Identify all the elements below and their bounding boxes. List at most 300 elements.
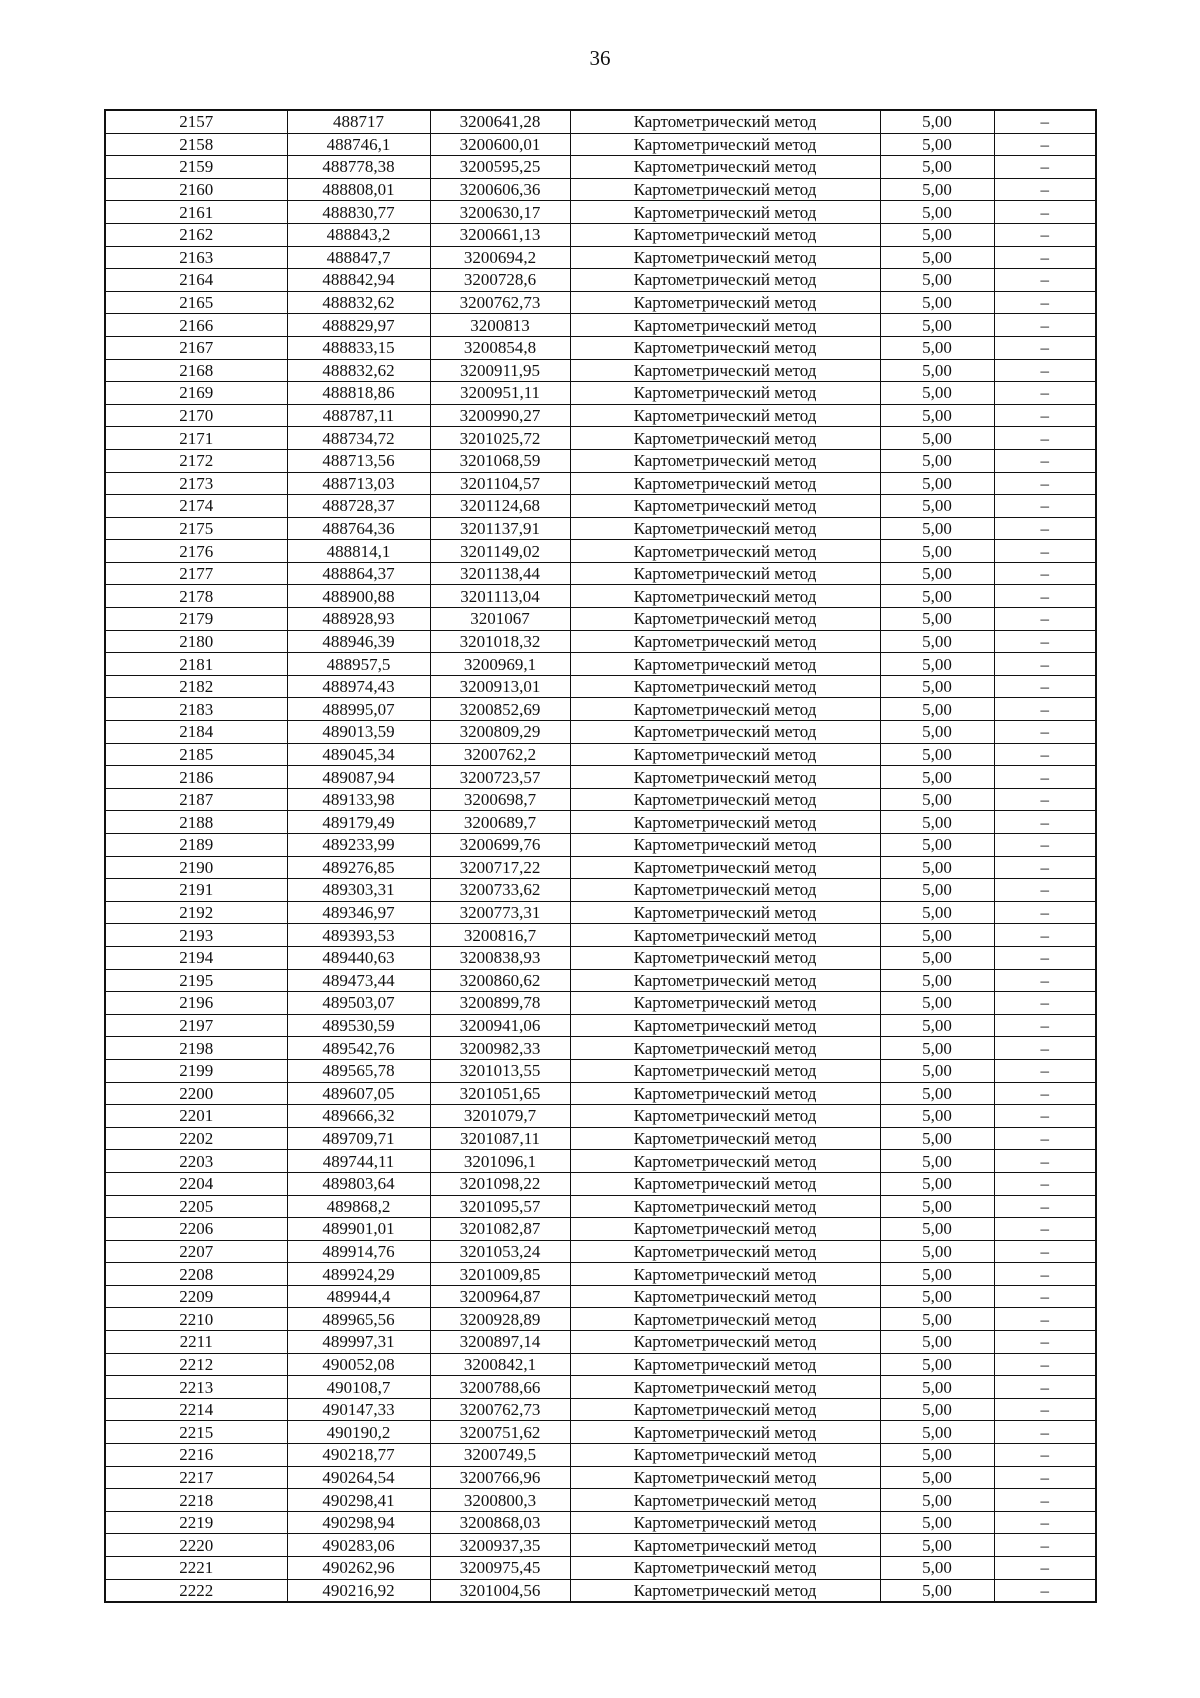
method-cell: Картометрический метод [570, 495, 880, 518]
table-row [105, 1534, 1096, 1557]
x-coordinate-cell: 488728,37 [287, 495, 430, 518]
method-cell: Картометрический метод [570, 1421, 880, 1444]
y-coordinate-cell: 3200749,5 [430, 1444, 570, 1467]
y-coordinate-cell: 3200816,7 [430, 924, 570, 947]
table-row [105, 449, 1096, 472]
table-row [105, 901, 1096, 924]
point-number-cell: 2201 [105, 1105, 287, 1128]
note-cell: – [994, 1195, 1096, 1218]
method-cell: Картометрический метод [570, 1059, 880, 1082]
accuracy-cell: 5,00 [880, 788, 994, 811]
point-number-cell: 2218 [105, 1489, 287, 1512]
accuracy-cell: 5,00 [880, 336, 994, 359]
y-coordinate-cell: 3200911,95 [430, 359, 570, 382]
method-cell: Картометрический метод [570, 901, 880, 924]
x-coordinate-cell: 488787,11 [287, 404, 430, 427]
point-number-cell: 2199 [105, 1059, 287, 1082]
y-coordinate-cell: 3200800,3 [430, 1489, 570, 1512]
point-number-cell: 2175 [105, 517, 287, 540]
method-cell: Картометрический метод [570, 1534, 880, 1557]
method-cell: Картометрический метод [570, 1376, 880, 1399]
x-coordinate-cell: 488843,2 [287, 223, 430, 246]
accuracy-cell: 5,00 [880, 1240, 994, 1263]
method-cell: Картометрический метод [570, 675, 880, 698]
note-cell: – [994, 1037, 1096, 1060]
accuracy-cell: 5,00 [880, 856, 994, 879]
table-row [105, 969, 1096, 992]
x-coordinate-cell: 490108,7 [287, 1376, 430, 1399]
note-cell: – [994, 1308, 1096, 1331]
accuracy-cell: 5,00 [880, 946, 994, 969]
y-coordinate-cell: 3201087,11 [430, 1127, 570, 1150]
accuracy-cell: 5,00 [880, 517, 994, 540]
note-cell: – [994, 811, 1096, 834]
point-number-cell: 2203 [105, 1150, 287, 1173]
note-cell: – [994, 359, 1096, 382]
note-cell: – [994, 201, 1096, 224]
note-cell: – [994, 630, 1096, 653]
method-cell: Картометрический метод [570, 562, 880, 585]
table-row [105, 1218, 1096, 1241]
point-number-cell: 2209 [105, 1285, 287, 1308]
y-coordinate-cell: 3200595,25 [430, 156, 570, 179]
table-row [105, 1444, 1096, 1467]
accuracy-cell: 5,00 [880, 314, 994, 337]
note-cell: – [994, 269, 1096, 292]
y-coordinate-cell: 3200951,11 [430, 382, 570, 405]
point-number-cell: 2183 [105, 698, 287, 721]
x-coordinate-cell: 489709,71 [287, 1127, 430, 1150]
x-coordinate-cell: 489087,94 [287, 766, 430, 789]
note-cell: – [994, 653, 1096, 676]
note-cell: – [994, 675, 1096, 698]
point-number-cell: 2193 [105, 924, 287, 947]
method-cell: Картометрический метод [570, 1285, 880, 1308]
accuracy-cell: 5,00 [880, 1127, 994, 1150]
note-cell: – [994, 472, 1096, 495]
point-number-cell: 2216 [105, 1444, 287, 1467]
accuracy-cell: 5,00 [880, 1557, 994, 1580]
accuracy-cell: 5,00 [880, 1150, 994, 1173]
table-row [105, 1331, 1096, 1354]
method-cell: Картометрический метод [570, 743, 880, 766]
table-row [105, 382, 1096, 405]
accuracy-cell: 5,00 [880, 901, 994, 924]
accuracy-cell: 5,00 [880, 382, 994, 405]
x-coordinate-cell: 488734,72 [287, 427, 430, 450]
x-coordinate-cell: 489179,49 [287, 811, 430, 834]
accuracy-cell: 5,00 [880, 1218, 994, 1241]
x-coordinate-cell: 489530,59 [287, 1014, 430, 1037]
point-number-cell: 2191 [105, 879, 287, 902]
point-number-cell: 2182 [105, 675, 287, 698]
point-number-cell: 2164 [105, 269, 287, 292]
table-row [105, 675, 1096, 698]
method-cell: Картометрический метод [570, 1105, 880, 1128]
point-number-cell: 2173 [105, 472, 287, 495]
method-cell: Картометрический метод [570, 336, 880, 359]
point-number-cell: 2166 [105, 314, 287, 337]
y-coordinate-cell: 3200661,13 [430, 223, 570, 246]
point-number-cell: 2177 [105, 562, 287, 585]
accuracy-cell: 5,00 [880, 110, 994, 133]
x-coordinate-cell: 489276,85 [287, 856, 430, 879]
accuracy-cell: 5,00 [880, 1353, 994, 1376]
note-cell: – [994, 1511, 1096, 1534]
method-cell: Картометрический метод [570, 246, 880, 269]
x-coordinate-cell: 489473,44 [287, 969, 430, 992]
note-cell: – [994, 879, 1096, 902]
x-coordinate-cell: 489914,76 [287, 1240, 430, 1263]
note-cell: – [994, 246, 1096, 269]
table-row [105, 1172, 1096, 1195]
table-row [105, 608, 1096, 631]
table-row [105, 156, 1096, 179]
note-cell: – [994, 427, 1096, 450]
note-cell: – [994, 1263, 1096, 1286]
note-cell: – [994, 291, 1096, 314]
x-coordinate-cell: 488900,88 [287, 585, 430, 608]
point-number-cell: 2212 [105, 1353, 287, 1376]
accuracy-cell: 5,00 [880, 1511, 994, 1534]
note-cell: – [994, 178, 1096, 201]
method-cell: Картометрический метод [570, 834, 880, 857]
table-row [105, 1579, 1096, 1602]
note-cell: – [994, 1353, 1096, 1376]
y-coordinate-cell: 3200990,27 [430, 404, 570, 427]
method-cell: Картометрический метод [570, 110, 880, 133]
table-row [105, 178, 1096, 201]
accuracy-cell: 5,00 [880, 540, 994, 563]
table-row [105, 1240, 1096, 1263]
y-coordinate-cell: 3200842,1 [430, 1353, 570, 1376]
x-coordinate-cell: 490218,77 [287, 1444, 430, 1467]
method-cell: Картометрический метод [570, 1466, 880, 1489]
y-coordinate-cell: 3200913,01 [430, 675, 570, 698]
note-cell: – [994, 449, 1096, 472]
x-coordinate-cell: 489133,98 [287, 788, 430, 811]
point-number-cell: 2215 [105, 1421, 287, 1444]
method-cell: Картометрический метод [570, 1218, 880, 1241]
point-number-cell: 2163 [105, 246, 287, 269]
point-number-cell: 2169 [105, 382, 287, 405]
x-coordinate-cell: 488847,7 [287, 246, 430, 269]
method-cell: Картометрический метод [570, 1308, 880, 1331]
x-coordinate-cell: 488832,62 [287, 291, 430, 314]
x-coordinate-cell: 489868,2 [287, 1195, 430, 1218]
note-cell: – [994, 133, 1096, 156]
table-row [105, 517, 1096, 540]
point-number-cell: 2198 [105, 1037, 287, 1060]
x-coordinate-cell: 488808,01 [287, 178, 430, 201]
accuracy-cell: 5,00 [880, 201, 994, 224]
x-coordinate-cell: 489744,11 [287, 1150, 430, 1173]
note-cell: – [994, 404, 1096, 427]
x-coordinate-cell: 489233,99 [287, 834, 430, 857]
accuracy-cell: 5,00 [880, 1037, 994, 1060]
note-cell: – [994, 1150, 1096, 1173]
point-number-cell: 2172 [105, 449, 287, 472]
table-row [105, 1059, 1096, 1082]
accuracy-cell: 5,00 [880, 1172, 994, 1195]
accuracy-cell: 5,00 [880, 291, 994, 314]
table-row [105, 110, 1096, 133]
y-coordinate-cell: 3201096,1 [430, 1150, 570, 1173]
method-cell: Картометрический метод [570, 653, 880, 676]
table-row [105, 1398, 1096, 1421]
table-row [105, 1082, 1096, 1105]
accuracy-cell: 5,00 [880, 359, 994, 382]
x-coordinate-cell: 490190,2 [287, 1421, 430, 1444]
note-cell: – [994, 1240, 1096, 1263]
x-coordinate-cell: 488864,37 [287, 562, 430, 585]
y-coordinate-cell: 3201104,57 [430, 472, 570, 495]
point-number-cell: 2195 [105, 969, 287, 992]
note-cell: – [994, 585, 1096, 608]
x-coordinate-cell: 488764,36 [287, 517, 430, 540]
accuracy-cell: 5,00 [880, 1421, 994, 1444]
y-coordinate-cell: 3201067 [430, 608, 570, 631]
table-row [105, 1376, 1096, 1399]
method-cell: Картометрический метод [570, 1150, 880, 1173]
table-row [105, 788, 1096, 811]
method-cell: Картометрический метод [570, 540, 880, 563]
method-cell: Картометрический метод [570, 1240, 880, 1263]
x-coordinate-cell: 488814,1 [287, 540, 430, 563]
accuracy-cell: 5,00 [880, 1308, 994, 1331]
point-number-cell: 2188 [105, 811, 287, 834]
accuracy-cell: 5,00 [880, 449, 994, 472]
y-coordinate-cell: 3201137,91 [430, 517, 570, 540]
x-coordinate-cell: 490283,06 [287, 1534, 430, 1557]
accuracy-cell: 5,00 [880, 1285, 994, 1308]
accuracy-cell: 5,00 [880, 1579, 994, 1602]
accuracy-cell: 5,00 [880, 1444, 994, 1467]
y-coordinate-cell: 3200773,31 [430, 901, 570, 924]
y-coordinate-cell: 3200641,28 [430, 110, 570, 133]
point-number-cell: 2214 [105, 1398, 287, 1421]
note-cell: – [994, 698, 1096, 721]
accuracy-cell: 5,00 [880, 472, 994, 495]
x-coordinate-cell: 489901,01 [287, 1218, 430, 1241]
method-cell: Картометрический метод [570, 1353, 880, 1376]
y-coordinate-cell: 3200941,06 [430, 1014, 570, 1037]
point-number-cell: 2190 [105, 856, 287, 879]
x-coordinate-cell: 488829,97 [287, 314, 430, 337]
method-cell: Картометрический метод [570, 585, 880, 608]
y-coordinate-cell: 3201004,56 [430, 1579, 570, 1602]
point-number-cell: 2180 [105, 630, 287, 653]
y-coordinate-cell: 3200982,33 [430, 1037, 570, 1060]
table-row [105, 133, 1096, 156]
method-cell: Картометрический метод [570, 404, 880, 427]
x-coordinate-cell: 488746,1 [287, 133, 430, 156]
accuracy-cell: 5,00 [880, 562, 994, 585]
x-coordinate-cell: 488713,03 [287, 472, 430, 495]
point-number-cell: 2161 [105, 201, 287, 224]
method-cell: Картометрический метод [570, 811, 880, 834]
note-cell: – [994, 517, 1096, 540]
accuracy-cell: 5,00 [880, 178, 994, 201]
x-coordinate-cell: 489944,4 [287, 1285, 430, 1308]
note-cell: – [994, 382, 1096, 405]
method-cell: Картометрический метод [570, 223, 880, 246]
table-row [105, 721, 1096, 744]
note-cell: – [994, 1398, 1096, 1421]
table-row [105, 314, 1096, 337]
point-number-cell: 2202 [105, 1127, 287, 1150]
x-coordinate-cell: 489997,31 [287, 1331, 430, 1354]
y-coordinate-cell: 3200751,62 [430, 1421, 570, 1444]
y-coordinate-cell: 3200937,35 [430, 1534, 570, 1557]
table-row [105, 1353, 1096, 1376]
note-cell: – [994, 1331, 1096, 1354]
x-coordinate-cell: 489565,78 [287, 1059, 430, 1082]
point-number-cell: 2179 [105, 608, 287, 631]
y-coordinate-cell: 3201009,85 [430, 1263, 570, 1286]
x-coordinate-cell: 489542,76 [287, 1037, 430, 1060]
note-cell: – [994, 1059, 1096, 1082]
x-coordinate-cell: 490147,33 [287, 1398, 430, 1421]
accuracy-cell: 5,00 [880, 427, 994, 450]
x-coordinate-cell: 489303,31 [287, 879, 430, 902]
accuracy-cell: 5,00 [880, 269, 994, 292]
note-cell: – [994, 721, 1096, 744]
table-row [105, 1557, 1096, 1580]
table-row [105, 291, 1096, 314]
x-coordinate-cell: 490052,08 [287, 1353, 430, 1376]
method-cell: Картометрический метод [570, 630, 880, 653]
note-cell: – [994, 336, 1096, 359]
method-cell: Картометрический метод [570, 1263, 880, 1286]
table-row [105, 427, 1096, 450]
point-number-cell: 2196 [105, 992, 287, 1015]
point-number-cell: 2174 [105, 495, 287, 518]
x-coordinate-cell: 489045,34 [287, 743, 430, 766]
note-cell: – [994, 969, 1096, 992]
method-cell: Картометрический метод [570, 879, 880, 902]
y-coordinate-cell: 3201138,44 [430, 562, 570, 585]
y-coordinate-cell: 3201025,72 [430, 427, 570, 450]
table-row [105, 562, 1096, 585]
note-cell: – [994, 1082, 1096, 1105]
table-row [105, 630, 1096, 653]
y-coordinate-cell: 3200964,87 [430, 1285, 570, 1308]
point-number-cell: 2219 [105, 1511, 287, 1534]
accuracy-cell: 5,00 [880, 879, 994, 902]
note-cell: – [994, 1466, 1096, 1489]
table-row [105, 246, 1096, 269]
method-cell: Картометрический метод [570, 201, 880, 224]
y-coordinate-cell: 3200600,01 [430, 133, 570, 156]
x-coordinate-cell: 489803,64 [287, 1172, 430, 1195]
accuracy-cell: 5,00 [880, 698, 994, 721]
note-cell: – [994, 834, 1096, 857]
y-coordinate-cell: 3201068,59 [430, 449, 570, 472]
note-cell: – [994, 1127, 1096, 1150]
accuracy-cell: 5,00 [880, 1195, 994, 1218]
accuracy-cell: 5,00 [880, 1466, 994, 1489]
table-row [105, 1195, 1096, 1218]
table-row [105, 856, 1096, 879]
method-cell: Картометрический метод [570, 1489, 880, 1512]
point-number-cell: 2204 [105, 1172, 287, 1195]
note-cell: – [994, 743, 1096, 766]
table-row [105, 1105, 1096, 1128]
note-cell: – [994, 1105, 1096, 1128]
note-cell: – [994, 1172, 1096, 1195]
accuracy-cell: 5,00 [880, 156, 994, 179]
table-row [105, 924, 1096, 947]
point-number-cell: 2176 [105, 540, 287, 563]
accuracy-cell: 5,00 [880, 924, 994, 947]
point-number-cell: 2159 [105, 156, 287, 179]
method-cell: Картометрический метод [570, 269, 880, 292]
y-coordinate-cell: 3200899,78 [430, 992, 570, 1015]
y-coordinate-cell: 3200606,36 [430, 178, 570, 201]
y-coordinate-cell: 3200788,66 [430, 1376, 570, 1399]
method-cell: Картометрический метод [570, 856, 880, 879]
note-cell: – [994, 223, 1096, 246]
table-row [105, 811, 1096, 834]
accuracy-cell: 5,00 [880, 1014, 994, 1037]
accuracy-cell: 5,00 [880, 630, 994, 653]
point-number-cell: 2192 [105, 901, 287, 924]
y-coordinate-cell: 3200728,6 [430, 269, 570, 292]
y-coordinate-cell: 3200699,76 [430, 834, 570, 857]
table-row [105, 585, 1096, 608]
accuracy-cell: 5,00 [880, 1489, 994, 1512]
note-cell: – [994, 1376, 1096, 1399]
note-cell: – [994, 1285, 1096, 1308]
table-row [105, 336, 1096, 359]
note-cell: – [994, 1218, 1096, 1241]
table-row [105, 1014, 1096, 1037]
table-row [105, 223, 1096, 246]
method-cell: Картометрический метод [570, 1172, 880, 1195]
accuracy-cell: 5,00 [880, 1376, 994, 1399]
accuracy-cell: 5,00 [880, 675, 994, 698]
y-coordinate-cell: 3200733,62 [430, 879, 570, 902]
accuracy-cell: 5,00 [880, 133, 994, 156]
coordinates-table [104, 109, 1097, 1603]
accuracy-cell: 5,00 [880, 1059, 994, 1082]
table-row [105, 653, 1096, 676]
method-cell: Картометрический метод [570, 1014, 880, 1037]
point-number-cell: 2178 [105, 585, 287, 608]
y-coordinate-cell: 3201018,32 [430, 630, 570, 653]
x-coordinate-cell: 489965,56 [287, 1308, 430, 1331]
accuracy-cell: 5,00 [880, 404, 994, 427]
note-cell: – [994, 1489, 1096, 1512]
x-coordinate-cell: 489666,32 [287, 1105, 430, 1128]
method-cell: Картометрический метод [570, 1557, 880, 1580]
table-row [105, 1511, 1096, 1534]
x-coordinate-cell: 488818,86 [287, 382, 430, 405]
table-row [105, 495, 1096, 518]
table-row [105, 472, 1096, 495]
note-cell: – [994, 314, 1096, 337]
table-row [105, 879, 1096, 902]
method-cell: Картометрический метод [570, 1579, 880, 1602]
method-cell: Картометрический метод [570, 314, 880, 337]
note-cell: – [994, 924, 1096, 947]
method-cell: Картометрический метод [570, 291, 880, 314]
method-cell: Картометрический метод [570, 427, 880, 450]
point-number-cell: 2211 [105, 1331, 287, 1354]
y-coordinate-cell: 3200698,7 [430, 788, 570, 811]
x-coordinate-cell: 489503,07 [287, 992, 430, 1015]
